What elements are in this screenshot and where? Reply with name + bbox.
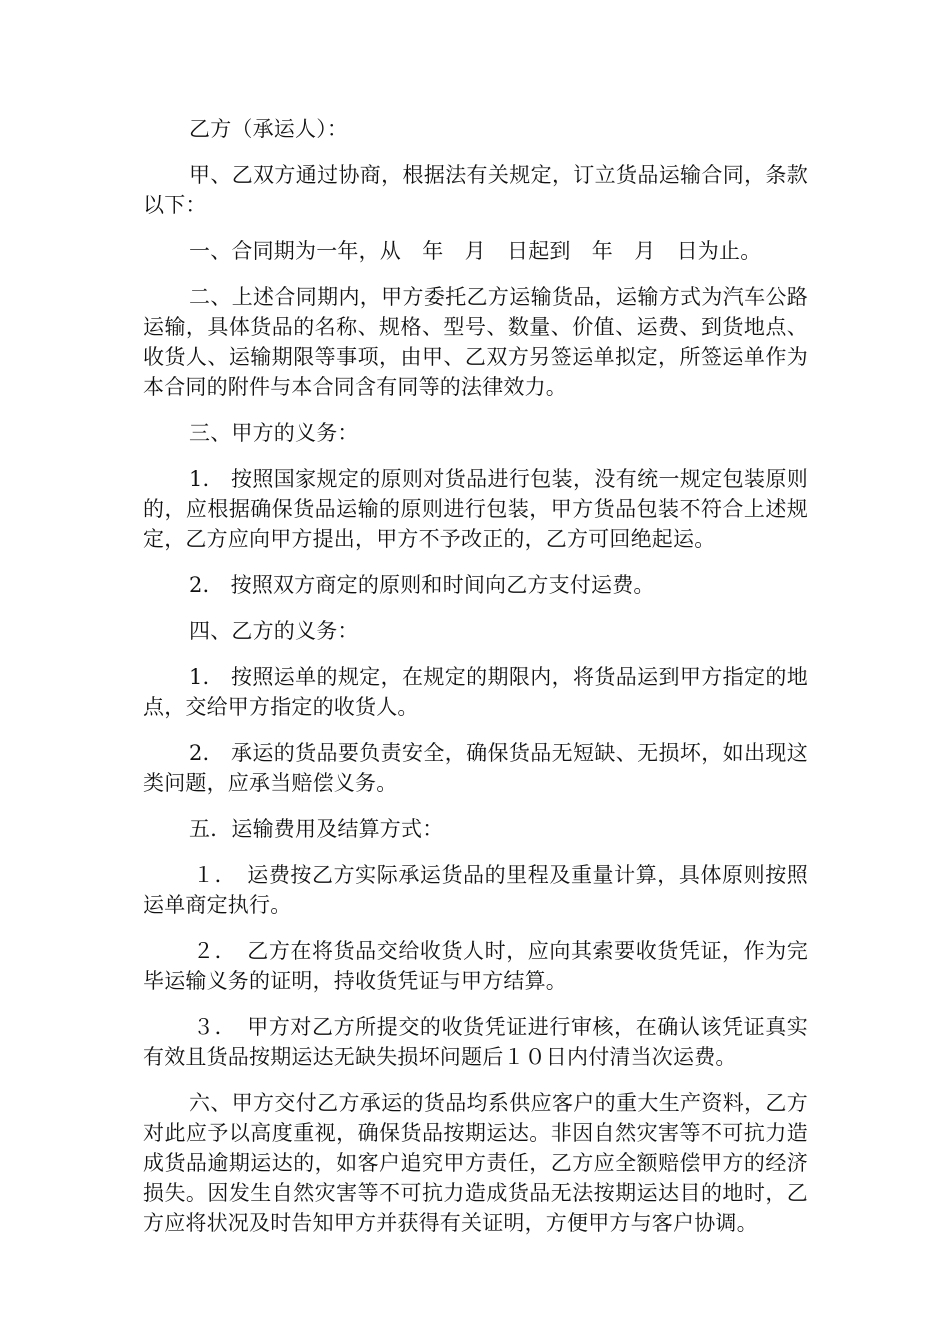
clause-3-item-1: 1. 按照国家规定的原则对货品进行包装，没有统一规定包装原则的，应根据确保货品运输的原则进行包装，甲方货品包装不符合上述规定，乙方应向甲方提出，甲方不予改正的，乙方可回绝起运。 [143, 467, 808, 551]
clause-4-heading: 四、乙方的义务： [189, 619, 359, 643]
clause-6-paragraph: 六、甲方交付乙方承运的货品均系供应客户的重大生产资料，乙方对此应予以高度重视，确保货品按期运达。非因自然灾害等不可抗力造成货品逾期运达的，如客户追究甲方责任，乙方应全额赔偿甲方的经济损失。因发生自然灾害等不可抗力造成货品无法按期运达目的地时，乙方应将状况及时告知甲方并获得有关证明，方便甲方与客户协调。 [143, 1091, 808, 1235]
clause-3-item-2: 2. 按照双方商定的原则和时间向乙方支付运费。 [189, 573, 655, 597]
intro-paragraph: 甲、乙双方通过协商，根据法有关规定，订立货品运输合同，条款以下： [143, 163, 808, 217]
clause-5-heading: 五．运输费用及结算方式： [189, 817, 444, 841]
contract-page [143, 114, 808, 1254]
clause-5-item-2: ２． 乙方在将货品交给收货人时，应向其索要收货凭证，作为完毕运输义务的证明，持收货凭证与甲方结算。 [143, 939, 808, 993]
clause-4-item-2: 2. 承运的货品要负责安全，确保货品无短缺、无损坏，如出现这类问题，应承当赔偿义务。 [143, 741, 808, 795]
clause-5-item-1: １． 运费按乙方实际承运货品的里程及重量计算，具体原则按照运单商定执行。 [143, 863, 808, 917]
clause-2-scope: 二、上述合同期内，甲方委托乙方运输货品，运输方式为汽车公路运输，具体货品的名称、规格、型号、数量、价值、运费、到货地点、收货人、运输期限等事项，由甲、乙双方另签运单拟定，所签运单作为本合同的附件与本合同含有同等的法律效力。 [143, 285, 808, 399]
clause-5-item-3: ３． 甲方对乙方所提交的收货凭证进行审核，在确认该凭证真实有效且货品按期运达无缺失损坏问题后１０日内付清当次运费。 [143, 1015, 808, 1069]
party-b-line: 乙方（承运人）： [189, 117, 349, 141]
clause-3-heading: 三、甲方的义务： [189, 421, 359, 445]
clause-4-item-1: 1. 按照运单的规定，在规定的期限内，将货品运到甲方指定的地点，交给甲方指定的收货人。 [143, 665, 808, 719]
clause-1-term: 一、合同期为一年，从 年 月 日起到 年 月 日为止。 [189, 239, 762, 263]
